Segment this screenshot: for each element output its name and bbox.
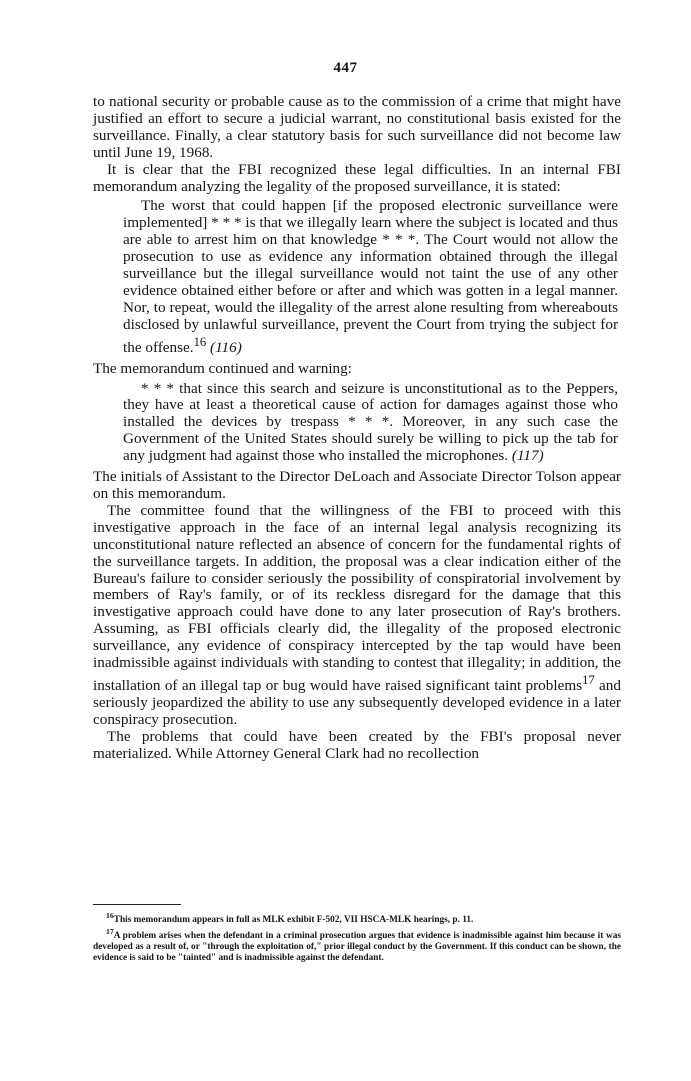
footnotes — [93, 910, 621, 964]
block-quote-text: * * * that since this search and seizure is unconstitutional as to the Peppers, they have at least a theoretical cause of action for damages against those who installed the devices by trespass * * *. Moreover, in any such case the Government of the United States should surely be willing to pick up the tab for any judgment had against those who installed the microphones. — [123, 379, 618, 465]
paragraph-fbi-recognized: It is clear that the FBI recognized these legal difficulties. In an internal FBI memorandum analyzing the legality of the proposed surveillance, it is stated: — [93, 160, 621, 195]
paragraph-continuation: to national security or probable cause as to the commission of a crime that might have justified an effort to secure a judicial warrant, no constitutional basis existed for the surveillance. Finally, a clear statutory basis for such surveillance did not become law until June 19, 1968. — [93, 93, 621, 161]
exhibit-ref: (116) — [210, 338, 242, 356]
page-number: 447 — [333, 60, 358, 76]
block-quote-text: The worst that could happen [if the proposed electronic surveillance were implemented] * * * is that we illegally learn where the subject is located and thus are able to arrest him on that knowledge * * *. The Court would not allow the prosecution to use as evidence any information obtained through the illegal surveillance but the illegal surveillance would not taint the use of any other evidence obtained either before or after and which was gotten in a legal manner. Nor, to repeat, would the illegality of the arrest alone resulting from whereabouts disclosed by unlawful surveillance, prevent the Court from trying the subject for the offense. — [123, 197, 618, 356]
footnote-divider — [93, 904, 181, 905]
footnote-17: $^{17}$A problem arises when the defendant in a criminal prosecution argues that evidence is inadmissible against him because it was developed as a result of, or "through the exploitation of," prior illegal conduct by the Government. If this conduct can be shown, the evidence is said to be "tainted" and is inadmissible against the defendant. — [93, 927, 621, 964]
paragraph-text: and seriously jeopardized the ability to use any subsequently developed evidence in a later conspiracy prosecution. — [93, 677, 621, 728]
paragraph-committee-found — [93, 503, 621, 729]
block-quote-worst — [93, 198, 621, 356]
paragraph-problems: The problems that could have been created by the FBI's proposal never materialized. While Attorney General Clark had no recollection — [93, 727, 621, 762]
exhibit-ref: (117) — [511, 447, 544, 465]
block-quote-search — [93, 381, 621, 466]
paragraph-text: The committee found that the willingness of the FBI to proceed with this investigative approach in the face of an internal legal analysis recognizing its unconstitutional nature reflected an absence of concern for the fundamental rights of the surveillance targets. In addition, the proposal was a clear indication either of the Bureau's failure to consider seriously the possibility of conspiratorial involvement by members of Ray's family, or of its reckless disregard for the damage that this investigative approach could have done to any later prosecution of Ray's brothers. Assuming, as FBI officials clearly did, the illegality of the proposed electronic surveillance, any evidence of conspiracy intercepted by the tap would have been inadmissible against individuals with standing to contest that illegality; in addition, the installation of an illegal tap or bug would have raised significant taint problems — [93, 501, 621, 695]
footnote-ref: 16 — [193, 334, 207, 349]
footnote-ref: 17 — [582, 672, 595, 687]
paragraph-memo-continued: The memorandum continued and warning: — [93, 359, 352, 377]
footnote-16: $^{16}$This memorandum appears in full as MLK exhibit F-502, VII HSCA-MLK hearings, p. 11. — [106, 911, 474, 926]
body-text — [93, 94, 621, 763]
paragraph-initials: The initials of Assistant to the Director DeLoach and Associate Director Tolson appear on this memorandum. — [93, 468, 621, 502]
